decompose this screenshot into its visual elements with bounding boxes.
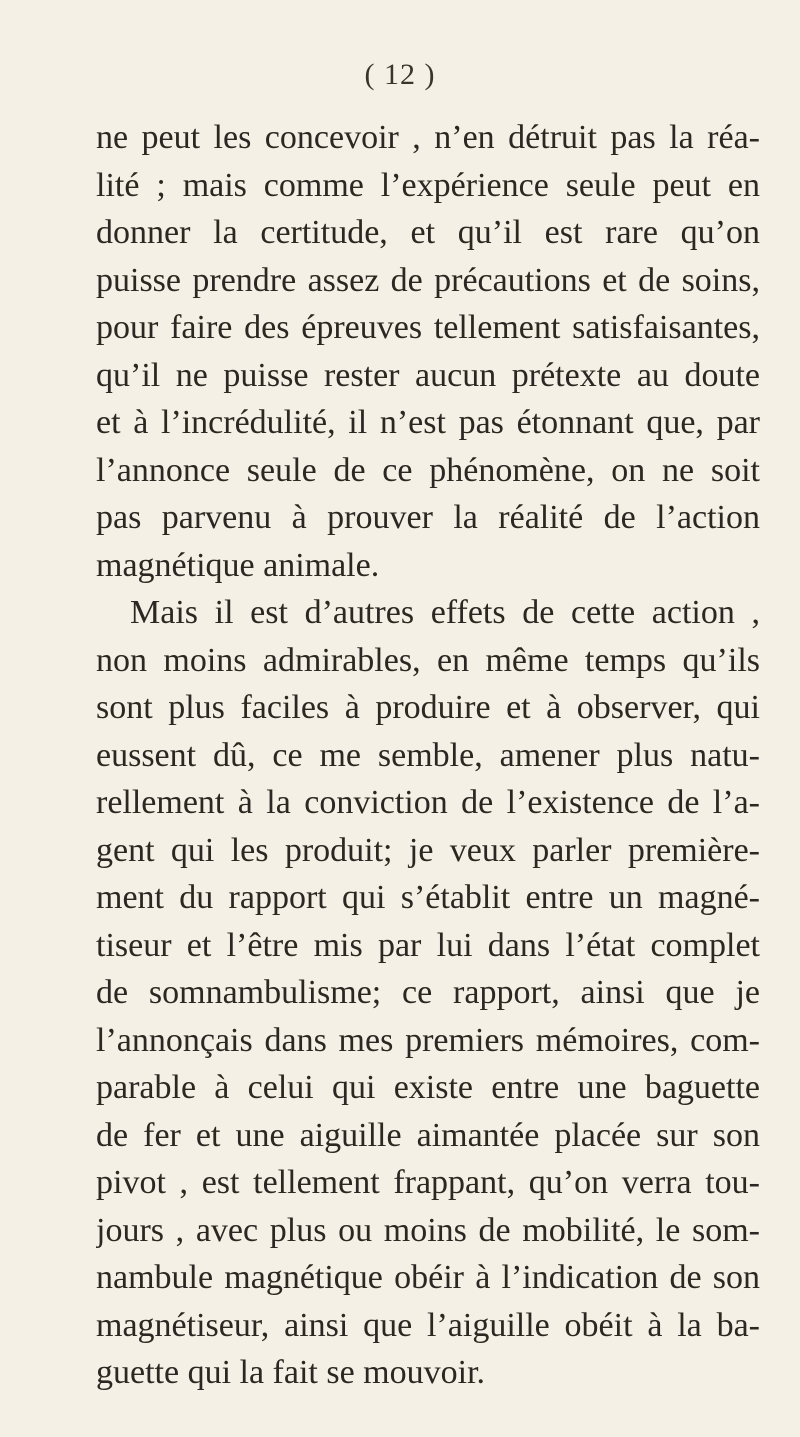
text-line: pas parvenu à prouver la réalité de l’action (96, 499, 760, 536)
text-line: l’annonce seule de ce phénomène, on ne soit (96, 451, 760, 489)
text-line: de fer et une aiguille aimantée placée sur son (96, 1116, 760, 1154)
text-line: pour faire des épreuves tellement satisfaisantes, (96, 309, 760, 346)
text-line: guette qui la fait se mouvoir. (96, 1354, 486, 1391)
text-line: eussent dû, ce me semble, amener plus natu- (96, 736, 760, 774)
text-line: pivot , est tellement frappant, qu’on verra tou- (96, 1164, 760, 1201)
text-line: non moins admirables, en même temps qu’ils (96, 641, 760, 679)
text-line: ne peut les concevoir , n’en détruit pas la réa- (96, 119, 760, 156)
page-number: ( 12 ) (364, 58, 436, 91)
text-line: donner la certitude, et qu’il est rare qu’on (96, 214, 760, 251)
text-line: et à l’incrédulité, il n’est pas étonnant que, par (96, 404, 760, 441)
text-line: tiseur et l’être mis par lui dans l’état complet (96, 926, 760, 964)
text-line: gent qui les produit; je veux parler première- (96, 831, 760, 869)
text-line: lité ; mais comme l’expérience seule peut en (96, 166, 760, 204)
text-line: Mais il est d’autres effets de cette action , (130, 594, 760, 631)
text-line: magnétiseur, ainsi que l’aiguille obéit à la ba- (96, 1306, 760, 1344)
text-line: magnétique animale. (96, 546, 380, 584)
text-line: puisse prendre assez de précautions et de soins, (96, 261, 760, 299)
text-line: parable à celui qui existe entre une baguette (96, 1069, 760, 1106)
text-line: qu’il ne puisse rester aucun prétexte au doute (96, 356, 760, 394)
text-line: de somnambulisme; ce rapport, ainsi que je (96, 974, 760, 1011)
text-line: rellement à la conviction de l’existence de l’a- (96, 784, 760, 821)
text-line: sont plus faciles à produire et à observer, qui (96, 689, 760, 726)
text-line: ment du rapport qui s’établit entre un magné- (96, 879, 760, 916)
text-line: jours , avec plus ou moins de mobilité, le som- (96, 1211, 760, 1249)
body-text (96, 114, 760, 1397)
text-line: nambule magnétique obéir à l’indication de son (96, 1259, 760, 1296)
text-line: l’annonçais dans mes premiers mémoires, com- (96, 1021, 760, 1059)
